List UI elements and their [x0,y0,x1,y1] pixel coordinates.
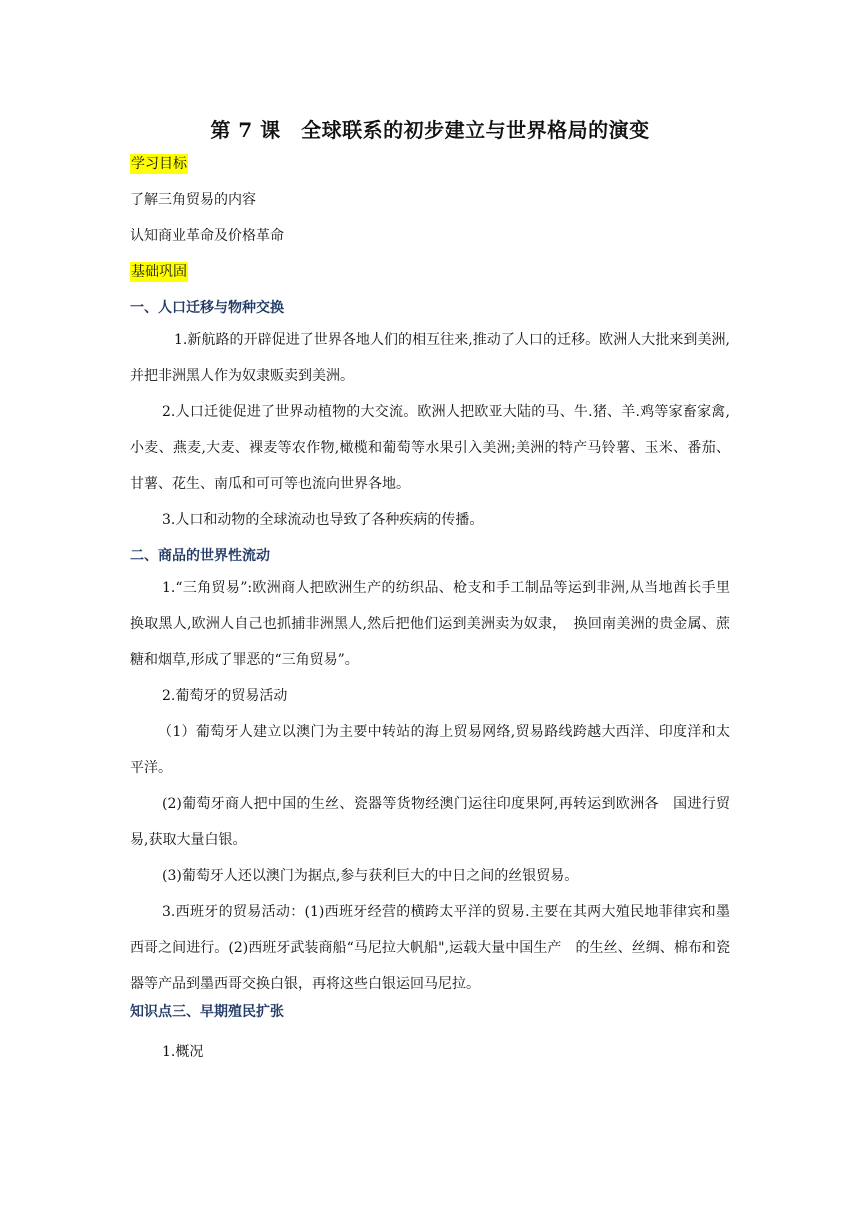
goals-heading: 学习目标 [131,156,187,172]
section-heading-2: 二、商品的世界性流动 [130,548,270,564]
paragraph: 3.人口和动物的全球流动也导致了各种疾病的传播。 [162,512,484,528]
paragraph: (2)葡萄牙商人把中国的生丝、瓷器等货物经澳门运往印度果阿,再转运到欧洲各 国进行贸易,获取大量白银。 [130,796,730,848]
section-heading-3: 知识点三、早期殖民扩张 [130,1004,284,1020]
page-title: 第 7 课 全球联系的初步建立与世界格局的演变 [210,118,650,142]
paragraph: 2.人口迁徙促进了世界动植物的大交流。欧洲人把欧亚大陆的马、牛.猪、羊.鸡等家畜家禽,小麦、燕麦,大麦、裸麦等农作物,橄榄和葡萄等水果引入美洲;美洲的特产马铃薯、玉米、番茄、甘薯、花生、南瓜和可可等也流向世界各地。 [130,404,730,492]
section-heading-1: 一、人口迁移与物种交换 [130,300,284,316]
goal-item: 了解三角贸易的内容 [130,192,256,208]
paragraph: 3.西班牙的贸易活动：(1)西班牙经营的横跨太平洋的贸易.主要在其两大殖民地菲律宾和墨西哥之间进行。(2)西班牙武装商船“马尼拉大帆船",运载大量中国生产 的生丝、丝绸、棉布和瓷器等产品到墨西哥交换白银，再将这些白银运回马尼拉。 [130,904,730,992]
paragraph: (3)葡萄牙人还以澳门为据点,参与获利巨大的中日之间的丝银贸易。 [162,868,579,884]
paragraph: 1.新航路的开辟促进了世界各地人们的相互往来,推动了人口的迁移。欧洲人大批来到美洲,并把非洲黑人作为奴隶贩卖到美洲。 [130,332,730,384]
paragraph: 1.概况 [162,1044,204,1060]
paragraph: （1）葡萄牙人建立以澳门为主要中转站的海上贸易网络,贸易路线跨越大西洋、印度洋和太平洋。 [130,724,730,776]
basics-heading: 基础巩固 [131,264,187,280]
paragraph: 2.葡萄牙的贸易活动 [162,688,288,704]
goal-item: 认知商业革命及价格革命 [130,228,284,244]
paragraph: 1.“三角贸易”:欧洲商人把欧洲生产的纺织品、枪支和手工制品等运到非洲,从当地酋长手里换取黑人,欧洲人自己也抓捕非洲黑人,然后把他们运到美洲卖为奴隶， 换回南美洲的贵金属、蔗糖和烟草,形成了罪恶的“三角贸易”。 [130,580,730,668]
